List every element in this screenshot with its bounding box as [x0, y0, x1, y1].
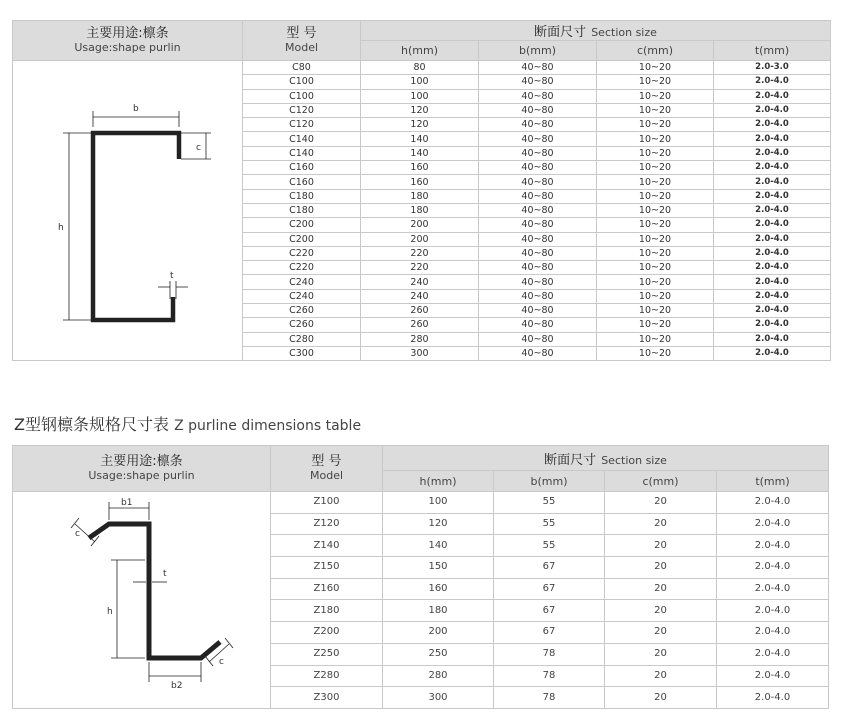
cell-c: 10~20	[597, 346, 714, 360]
cell-model: C160	[243, 175, 361, 189]
cell-b: 40~80	[479, 175, 597, 189]
c-diagram-cell	[13, 61, 243, 361]
cell-t: 2.0-4.0	[717, 687, 829, 709]
cell-c: 10~20	[597, 118, 714, 132]
cell-b: 78	[494, 665, 605, 687]
usage-en: Usage:shape purlin	[74, 41, 181, 54]
cell-h: 160	[361, 161, 479, 175]
cell-c: 20	[605, 665, 717, 687]
cell-h: 150	[383, 557, 494, 579]
cell-b: 55	[494, 513, 605, 535]
cell-b: 40~80	[479, 218, 597, 232]
cell-t: 2.0-4.0	[714, 289, 831, 303]
dim-b1-label: b1	[121, 498, 133, 508]
z-col-c: c(mm)	[605, 471, 717, 492]
cell-h: 180	[383, 600, 494, 622]
cell-t: 2.0-4.0	[714, 175, 831, 189]
cell-model: C220	[243, 246, 361, 260]
cell-t: 2.0-4.0	[714, 132, 831, 146]
cell-t: 2.0-4.0	[714, 75, 831, 89]
cell-t: 2.0-4.0	[714, 346, 831, 360]
z-usage-en: Usage:shape purlin	[88, 469, 195, 482]
cell-b: 40~80	[479, 289, 597, 303]
cell-model: C120	[243, 118, 361, 132]
cell-c: 10~20	[597, 218, 714, 232]
z-model-header	[271, 446, 383, 492]
cell-model: C280	[243, 332, 361, 346]
cell-h: 160	[383, 578, 494, 600]
cell-b: 67	[494, 600, 605, 622]
cell-model: Z140	[271, 535, 383, 557]
cell-h: 120	[361, 103, 479, 117]
table-row	[13, 61, 831, 75]
cell-model: Z100	[271, 492, 383, 514]
cell-model: C240	[243, 275, 361, 289]
usage-header	[13, 21, 243, 61]
cell-t: 2.0-4.0	[717, 578, 829, 600]
model-en: Model	[284, 41, 319, 54]
cell-c: 10~20	[597, 103, 714, 117]
cell-c: 10~20	[597, 146, 714, 160]
cell-b: 40~80	[479, 232, 597, 246]
cell-h: 240	[361, 275, 479, 289]
cell-b: 40~80	[479, 304, 597, 318]
z-table-title	[14, 412, 361, 435]
cell-t: 2.0-4.0	[717, 557, 829, 579]
cell-h: 160	[361, 175, 479, 189]
model-cn: 型 号	[286, 26, 317, 41]
model-header	[243, 21, 361, 61]
cell-t: 2.0-4.0	[714, 89, 831, 103]
cell-h: 300	[361, 346, 479, 360]
cell-h: 100	[361, 89, 479, 103]
cell-h: 220	[361, 261, 479, 275]
z-usage-header	[13, 446, 271, 492]
cell-t: 2.0-4.0	[717, 513, 829, 535]
cell-model: Z280	[271, 665, 383, 687]
dim-c2-label: c	[219, 657, 224, 667]
cell-h: 100	[361, 75, 479, 89]
cell-b: 67	[494, 622, 605, 644]
cell-c: 10~20	[597, 261, 714, 275]
cell-t: 2.0-4.0	[717, 665, 829, 687]
cell-t: 2.0-4.0	[714, 189, 831, 203]
z-col-t: t(mm)	[717, 471, 829, 492]
cell-h: 120	[361, 118, 479, 132]
dim-h-label: h	[107, 607, 113, 617]
cell-h: 200	[383, 622, 494, 644]
cell-c: 20	[605, 578, 717, 600]
cell-c: 10~20	[597, 275, 714, 289]
cell-c: 20	[605, 535, 717, 557]
z-diagram-cell	[13, 492, 271, 709]
section-size-header	[361, 21, 831, 41]
cell-c: 10~20	[597, 189, 714, 203]
cell-c: 10~20	[597, 61, 714, 75]
z-section-diagram	[13, 492, 271, 700]
cell-t: 2.0-4.0	[714, 318, 831, 332]
cell-h: 280	[383, 665, 494, 687]
col-c: c(mm)	[597, 41, 714, 61]
cell-model: C260	[243, 318, 361, 332]
cell-c: 10~20	[597, 318, 714, 332]
cell-model: Z300	[271, 687, 383, 709]
cell-h: 180	[361, 189, 479, 203]
cell-b: 40~80	[479, 118, 597, 132]
cell-c: 20	[605, 643, 717, 665]
z-col-b: b(mm)	[494, 471, 605, 492]
cell-c: 20	[605, 492, 717, 514]
dim-t-label: t	[170, 271, 174, 282]
cell-model: C200	[243, 232, 361, 246]
cell-b: 40~80	[479, 346, 597, 360]
cell-model: C100	[243, 89, 361, 103]
cell-t: 2.0-4.0	[714, 203, 831, 217]
cell-b: 78	[494, 687, 605, 709]
cell-h: 300	[383, 687, 494, 709]
cell-model: Z180	[271, 600, 383, 622]
cell-model: Z250	[271, 643, 383, 665]
cell-model: C160	[243, 161, 361, 175]
cell-b: 55	[494, 492, 605, 514]
cell-t: 2.0-4.0	[714, 232, 831, 246]
cell-h: 250	[383, 643, 494, 665]
cell-model: Z160	[271, 578, 383, 600]
cell-t: 2.0-4.0	[717, 535, 829, 557]
cell-c: 10~20	[597, 304, 714, 318]
cell-b: 40~80	[479, 132, 597, 146]
cell-h: 200	[361, 218, 479, 232]
dim-t-label: t	[163, 569, 167, 579]
dim-b-label: b	[133, 104, 139, 115]
z-model-cn: 型 号	[311, 454, 342, 469]
cell-t: 2.0-4.0	[717, 600, 829, 622]
cell-model: C120	[243, 103, 361, 117]
cell-c: 10~20	[597, 175, 714, 189]
cell-t: 2.0-4.0	[717, 492, 829, 514]
cell-c: 20	[605, 513, 717, 535]
cell-h: 280	[361, 332, 479, 346]
col-t: t(mm)	[714, 41, 831, 61]
cell-b: 78	[494, 643, 605, 665]
z-model-en: Model	[309, 469, 344, 482]
cell-h: 140	[383, 535, 494, 557]
cell-b: 40~80	[479, 275, 597, 289]
cell-c: 20	[605, 622, 717, 644]
cell-t: 2.0-4.0	[714, 261, 831, 275]
z-title-en: Z purline dimensions table	[174, 418, 362, 434]
cell-t: 2.0-4.0	[714, 146, 831, 160]
c-section-diagram	[13, 65, 243, 355]
cell-model: C220	[243, 261, 361, 275]
cell-c: 20	[605, 687, 717, 709]
cell-b: 55	[494, 535, 605, 557]
dim-c-label: c	[196, 143, 201, 154]
dim-b2-label: b2	[171, 681, 183, 691]
cell-t: 2.0-4.0	[717, 643, 829, 665]
z-section-en: Section size	[601, 453, 667, 467]
cell-h: 180	[361, 203, 479, 217]
cell-c: 10~20	[597, 161, 714, 175]
cell-t: 2.0-4.0	[714, 246, 831, 260]
cell-h: 80	[361, 61, 479, 75]
cell-t: 2.0-4.0	[714, 161, 831, 175]
col-b: b(mm)	[479, 41, 597, 61]
section-cn: 断面尺寸	[534, 25, 587, 40]
cell-b: 40~80	[479, 203, 597, 217]
cell-b: 40~80	[479, 75, 597, 89]
cell-c: 10~20	[597, 232, 714, 246]
cell-c: 10~20	[597, 75, 714, 89]
cell-h: 140	[361, 146, 479, 160]
cell-c: 10~20	[597, 289, 714, 303]
cell-c: 10~20	[597, 132, 714, 146]
cell-model: C140	[243, 132, 361, 146]
c-purlin-table	[12, 20, 831, 361]
cell-h: 200	[361, 232, 479, 246]
cell-model: C140	[243, 146, 361, 160]
cell-model: Z120	[271, 513, 383, 535]
cell-model: C300	[243, 346, 361, 360]
cell-t: 2.0-4.0	[714, 218, 831, 232]
cell-t: 2.0-4.0	[714, 118, 831, 132]
cell-t: 2.0-4.0	[717, 622, 829, 644]
cell-c: 10~20	[597, 89, 714, 103]
cell-b: 40~80	[479, 146, 597, 160]
cell-model: C240	[243, 289, 361, 303]
cell-model: C200	[243, 218, 361, 232]
cell-h: 120	[383, 513, 494, 535]
cell-model: Z150	[271, 557, 383, 579]
cell-model: C260	[243, 304, 361, 318]
cell-h: 140	[361, 132, 479, 146]
cell-t: 2.0-3.0	[714, 61, 831, 75]
cell-model: Z200	[271, 622, 383, 644]
cell-h: 100	[383, 492, 494, 514]
cell-h: 240	[361, 289, 479, 303]
cell-h: 260	[361, 318, 479, 332]
cell-c: 10~20	[597, 246, 714, 260]
usage-cn: 主要用途:檩条	[86, 26, 169, 41]
cell-b: 40~80	[479, 61, 597, 75]
cell-b: 40~80	[479, 103, 597, 117]
cell-b: 67	[494, 578, 605, 600]
cell-model: C100	[243, 75, 361, 89]
cell-b: 67	[494, 557, 605, 579]
cell-c: 10~20	[597, 203, 714, 217]
z-title-cn: Z型钢檩条规格尺寸表	[14, 415, 169, 434]
cell-c: 10~20	[597, 332, 714, 346]
cell-c: 20	[605, 600, 717, 622]
cell-model: C180	[243, 203, 361, 217]
z-section-size-header	[383, 446, 829, 471]
z-section-cn: 断面尺寸	[544, 452, 597, 468]
dim-c1-label: c	[75, 529, 80, 539]
z-col-h: h(mm)	[383, 471, 494, 492]
section-en: Section size	[591, 26, 657, 39]
cell-t: 2.0-4.0	[714, 332, 831, 346]
z-usage-cn: 主要用途:檩条	[100, 454, 183, 469]
table-row	[13, 492, 829, 514]
cell-model: C80	[243, 61, 361, 75]
dim-h-label: h	[58, 223, 64, 234]
z-purlin-table	[12, 445, 829, 709]
cell-b: 40~80	[479, 332, 597, 346]
cell-b: 40~80	[479, 189, 597, 203]
cell-h: 220	[361, 246, 479, 260]
cell-b: 40~80	[479, 246, 597, 260]
cell-t: 2.0-4.0	[714, 275, 831, 289]
cell-h: 260	[361, 304, 479, 318]
col-h: h(mm)	[361, 41, 479, 61]
cell-b: 40~80	[479, 89, 597, 103]
cell-t: 2.0-4.0	[714, 304, 831, 318]
cell-c: 20	[605, 557, 717, 579]
cell-model: C180	[243, 189, 361, 203]
cell-b: 40~80	[479, 318, 597, 332]
cell-b: 40~80	[479, 261, 597, 275]
cell-t: 2.0-4.0	[714, 103, 831, 117]
cell-b: 40~80	[479, 161, 597, 175]
